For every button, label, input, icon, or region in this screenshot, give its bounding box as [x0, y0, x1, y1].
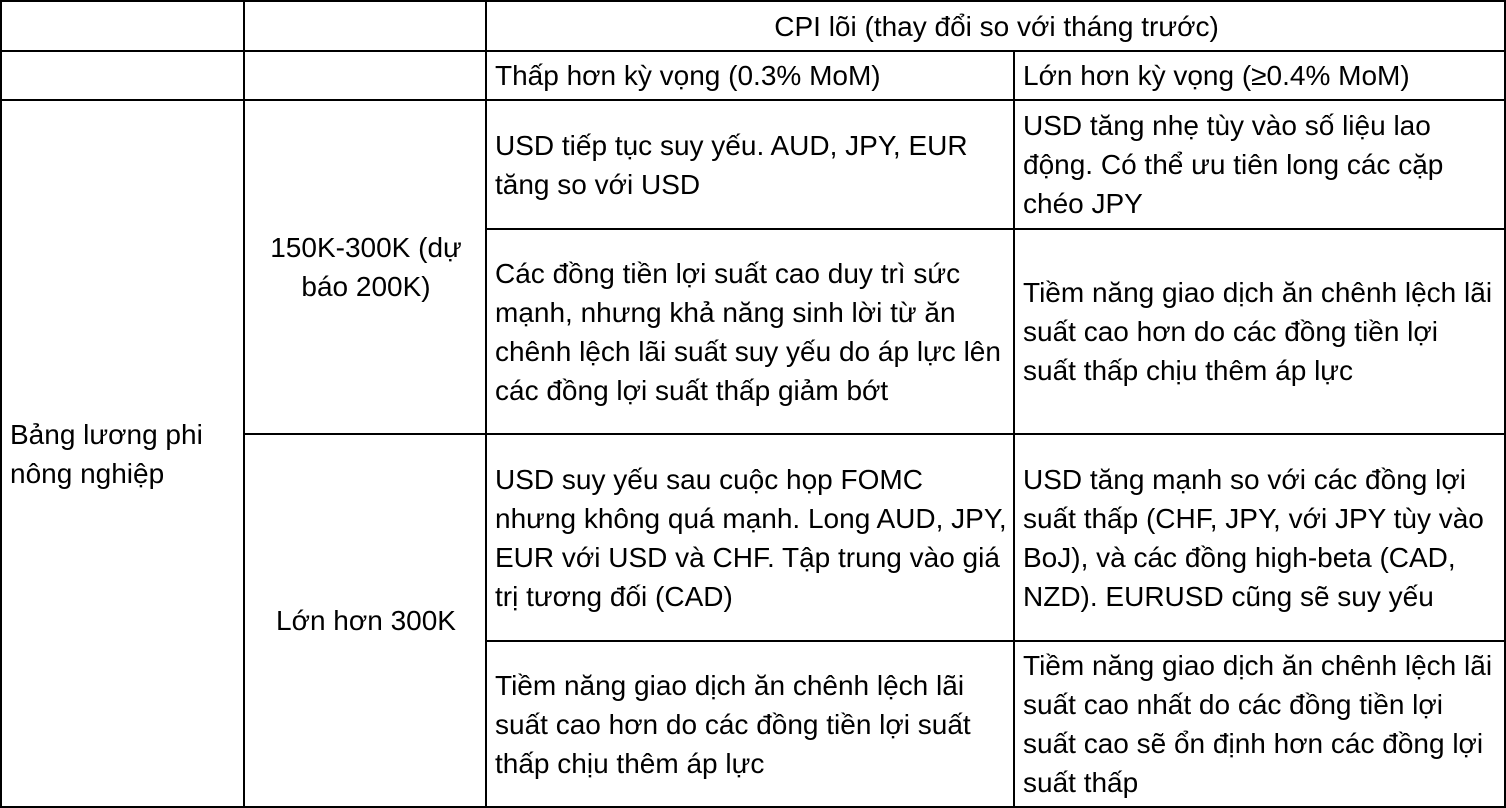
table-cell: USD tăng mạnh so với các đồng lợi suất thấp (CHF, JPY, với JPY tùy vào BoJ), và các đồng high-beta (CAD, NZD). EURUSD cũng sẽ suy yếu	[1014, 434, 1505, 641]
table-cell: Tiềm năng giao dịch ăn chênh lệch lãi suất cao hơn do các đồng tiền lợi suất thấp chịu thêm áp lực	[486, 641, 1014, 807]
header-row-top	[1, 1, 1505, 51]
column-header-higher-than-expected: Lớn hơn kỳ vọng (≥0.4% MoM)	[1014, 51, 1505, 100]
header-row-columns	[1, 51, 1505, 100]
corner-cell-bottom-right	[244, 51, 486, 100]
scenario-label: Lớn hơn 300K	[244, 434, 486, 807]
table-cell: USD tiếp tục suy yếu. AUD, JPY, EUR tăng so với USD	[486, 100, 1014, 229]
row-group-label: Bảng lương phi nông nghiệp	[1, 100, 244, 807]
table-cell: USD tăng nhẹ tùy vào số liệu lao động. Có thể ưu tiên long các cặp chéo JPY	[1014, 100, 1505, 229]
cpi-header: CPI lõi (thay đổi so với tháng trước)	[486, 1, 1505, 51]
table-cell: Các đồng tiền lợi suất cao duy trì sức mạnh, nhưng khả năng sinh lời từ ăn chênh lệch lãi suất suy yếu do áp lực lên các đồng lợi suất thấp giảm bớt	[486, 229, 1014, 434]
table-cell: Tiềm năng giao dịch ăn chênh lệch lãi suất cao hơn do các đồng tiền lợi suất thấp chịu thêm áp lực	[1014, 229, 1505, 434]
table-cell: USD suy yếu sau cuộc họp FOMC nhưng không quá mạnh. Long AUD, JPY, EUR với USD và CHF. Tập trung vào giá trị tương đối (CAD)	[486, 434, 1014, 641]
table-cell: Tiềm năng giao dịch ăn chênh lệch lãi suất cao nhất do các đồng tiền lợi suất cao sẽ ổn định hơn các đồng lợi suất thấp	[1014, 641, 1505, 807]
scenario-label: 150K-300K (dự báo 200K)	[244, 100, 486, 434]
table-row	[1, 100, 1505, 229]
corner-cell-top-left	[1, 1, 244, 51]
corner-cell-bottom-left	[1, 51, 244, 100]
column-header-lower-than-expected: Thấp hơn kỳ vọng (0.3% MoM)	[486, 51, 1014, 100]
corner-cell-top-right	[244, 1, 486, 51]
